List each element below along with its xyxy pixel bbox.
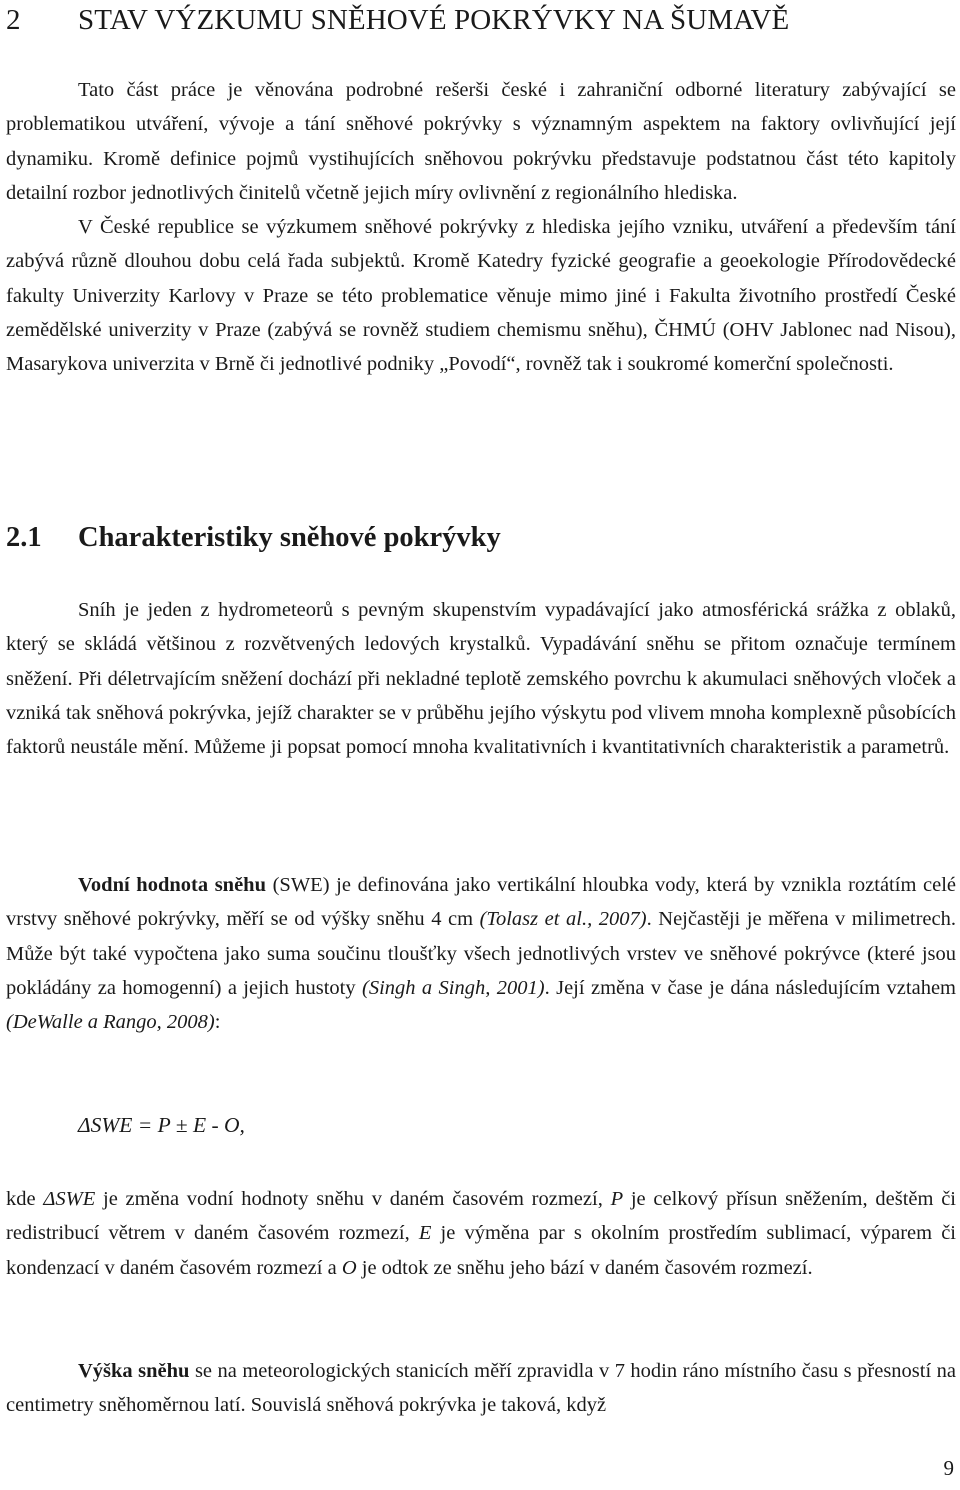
swe-text-4: :: [214, 1011, 221, 1034]
swe-paragraph: [6, 868, 956, 1039]
swe-text-3: . Její změna v čase je dána následujícím vztahem: [544, 976, 956, 999]
chapter-heading: [6, 4, 956, 37]
citation-tolasz: (Tolasz et al., 2007): [479, 908, 647, 931]
section-title: Charakteristiky sněhové pokrývky: [78, 522, 501, 553]
citation-singh: (Singh a Singh, 2001): [362, 976, 545, 999]
var-e: E: [418, 1222, 432, 1245]
section-paragraph-block: [6, 593, 956, 764]
snow-depth-text: se na meteorologických stanicích měří zpravidla v 7 hodin ráno místního času s přesností na centimetry sněhoměrnou latí. Souvislá sněhová pokrývka je taková, když: [6, 1360, 956, 1417]
var-o: O: [341, 1256, 357, 1279]
snow-definition-paragraph: Sníh je jeden z hydrometeorů s pevným skupenstvím vypadávající jako atmosférická srážka z oblaků, který se skládá většinou z rozvětvených ledových krystalků. Vypadávání sněhu se přitom označuje termínem sněžení. Při déletrvajícím sněžení dochází při nekladné teplotě zemského povrchu k akumulaci sněhových vloček a vzniká tak sněhová pokrývka, jejíž charakter se v průběhu jejího výskytu pod vlivem mnoha komplexně působících faktorů neustále mění. Můžeme ji popsat pomocí mnoha kvalitativních i kvantitativních charakteristik a parametrů.: [6, 599, 956, 759]
page-number: 9: [943, 1456, 954, 1480]
intro-paragraph-2: V České republice se výzkumem sněhové pokrývky z hlediska jejího vzniku, utváření a především tání zabývá různě dlouhou dobu celá řada subjektů. Kromě Katedry fyzické geografie a geoekologie Přírodovědecké fakulty Univerzity Karlovy v Praze se této problematice věnuje mimo jiné i Fakulta životního prostředí České zemědělské univerzity v Praze (zabývá se rovněž studiem chemismu sněhu), ČHMÚ (OHV Jablonec nad Nisou), Masarykova univerzita v Brně či jednotlivé podniky „Povodí“, rovněž tak i soukromé komerční společnosti.: [6, 216, 956, 376]
chapter-number: 2: [6, 4, 21, 36]
snow-depth-paragraph: [6, 1354, 956, 1423]
swe-text-2: . Nejčastěji je měřena v milimetrech. Může být také vypočtena jako suma součinu tloušťky všech jednotlivých vrstev ve sněhové pokrývce (které jsou pokládány za homogenní) a jejich hustoty: [6, 908, 956, 999]
section-number: 2.1: [6, 522, 42, 553]
explanation-block: [6, 1182, 956, 1285]
snow-depth-term: Výška sněhu: [78, 1360, 190, 1382]
swe-term: Vodní hodnota sněhu: [78, 874, 266, 896]
citation-dewalle: (DeWalle a Rango, 2008): [6, 1011, 215, 1034]
section-heading: [6, 522, 956, 554]
swe-text-1: (SWE) je definována jako vertikální hloubka vody, která by vznikla roztátím celé vrstvy sněhové pokrývky, měří se od výšky sněhu 4 cm: [6, 874, 957, 931]
formula-explanation: [6, 1182, 956, 1285]
intro-paragraph-1: Tato část práce je věnována podrobné rešerši české i zahraniční odborné literatury zabývající se problematikou utváření, vývoje a tání sněhové pokrývky s významným aspektem na faktory ovlivňující její dynamiku. Kromě definice pojmů vystihujících sněhovou pokrývku představuje podstatnou část této kapitoly detailní rozbor jednotlivých činitelů včetně jejich míry ovlivnění z regionálního hlediska.: [6, 79, 956, 204]
explanation-text-3: je celkový přísun sněžením, deštěm či redistribucí větrem v daném časovém rozmezí,: [6, 1188, 956, 1245]
chapter-title: STAV VÝZKUMU SNĚHOVÉ POKRÝVKY NA ŠUMAVĚ: [78, 4, 790, 36]
swe-formula: ΔSWE = P ± E - O,: [78, 1113, 245, 1137]
swe-paragraph-block: [6, 868, 956, 1039]
explanation-text-4: je výměna par s okolním prostředím sublimací, výparem či kondenzací v daném časovém rozmezí a: [6, 1222, 957, 1279]
explanation-text-2: je změna vodní hodnoty sněhu v daném časovém rozmezí,: [95, 1188, 611, 1210]
explanation-text-5: je odtok ze sněhu jeho bází v daném časovém rozmezí.: [356, 1256, 813, 1279]
intro-block: [6, 73, 956, 382]
explanation-text-1: kde: [6, 1188, 44, 1210]
snow-depth-block: [6, 1354, 956, 1423]
var-dswe: ΔSWE: [43, 1188, 96, 1210]
var-p: P: [610, 1188, 624, 1210]
